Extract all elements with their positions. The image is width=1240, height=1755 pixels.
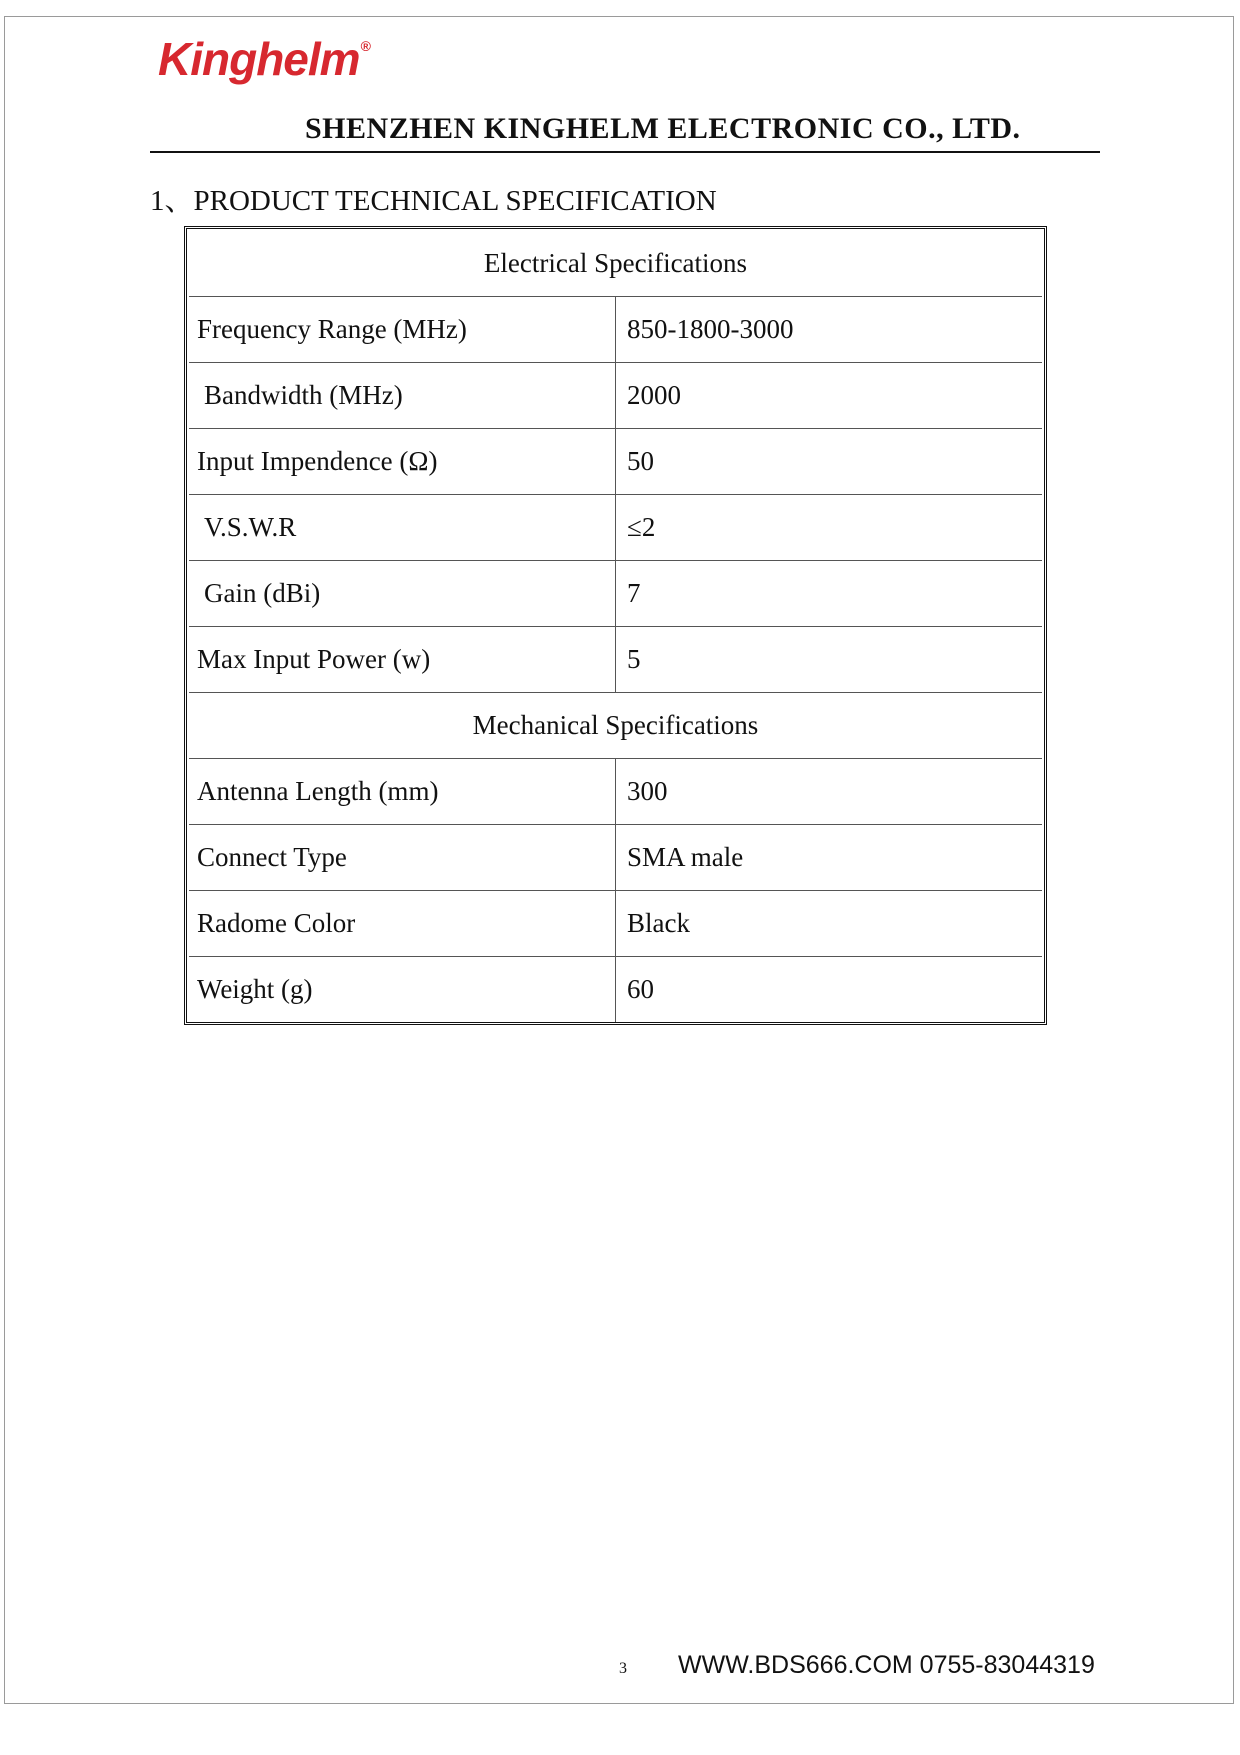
spec-label: Max Input Power (w) — [189, 627, 616, 693]
spec-value: 7 — [616, 561, 1043, 627]
spec-value: 300 — [616, 759, 1043, 825]
company-logo: Kinghelm® — [158, 33, 370, 85]
spec-label: Gain (dBi) — [189, 561, 616, 627]
table-row — [189, 231, 1042, 297]
registered-mark: ® — [360, 38, 370, 54]
table-row — [189, 561, 1042, 627]
mechanical-heading: Mechanical Specifications — [189, 693, 1042, 759]
table-row — [189, 429, 1042, 495]
spec-label: Input Impendence (Ω) — [189, 429, 616, 495]
electrical-heading: Electrical Specifications — [189, 231, 1042, 297]
spec-label: Frequency Range (MHz) — [189, 297, 616, 363]
spec-label: Weight (g) — [189, 957, 616, 1023]
table-row — [189, 759, 1042, 825]
table-row — [189, 297, 1042, 363]
table-row — [189, 825, 1042, 891]
spec-value: 60 — [616, 957, 1043, 1023]
spec-value: ≤2 — [616, 495, 1043, 561]
spec-label: Bandwidth (MHz) — [189, 363, 616, 429]
spec-label: Connect Type — [189, 825, 616, 891]
table-row — [189, 957, 1042, 1023]
table-row — [189, 363, 1042, 429]
spec-value: 2000 — [616, 363, 1043, 429]
table-row — [189, 693, 1042, 759]
spec-value: 850-1800-3000 — [616, 297, 1043, 363]
section-title: 1、PRODUCT TECHNICAL SPECIFICATION — [150, 185, 717, 217]
table-row — [189, 627, 1042, 693]
spec-value: 50 — [616, 429, 1043, 495]
spec-value: Black — [616, 891, 1043, 957]
footer-contact: WWW.BDS666.COM 0755-83044319 — [678, 1651, 1095, 1679]
spec-value: SMA male — [616, 825, 1043, 891]
company-name: SHENZHEN KINGHELM ELECTRONIC CO., LTD. — [305, 112, 1021, 145]
spec-label: Radome Color — [189, 891, 616, 957]
spec-table — [189, 231, 1042, 1022]
spec-table-frame — [184, 226, 1047, 1025]
header-rule — [150, 151, 1100, 153]
spec-label: V.S.W.R — [189, 495, 616, 561]
page-number: 3 — [619, 1660, 627, 1677]
spec-label: Antenna Length (mm) — [189, 759, 616, 825]
table-row — [189, 891, 1042, 957]
table-row — [189, 495, 1042, 561]
spec-value: 5 — [616, 627, 1043, 693]
